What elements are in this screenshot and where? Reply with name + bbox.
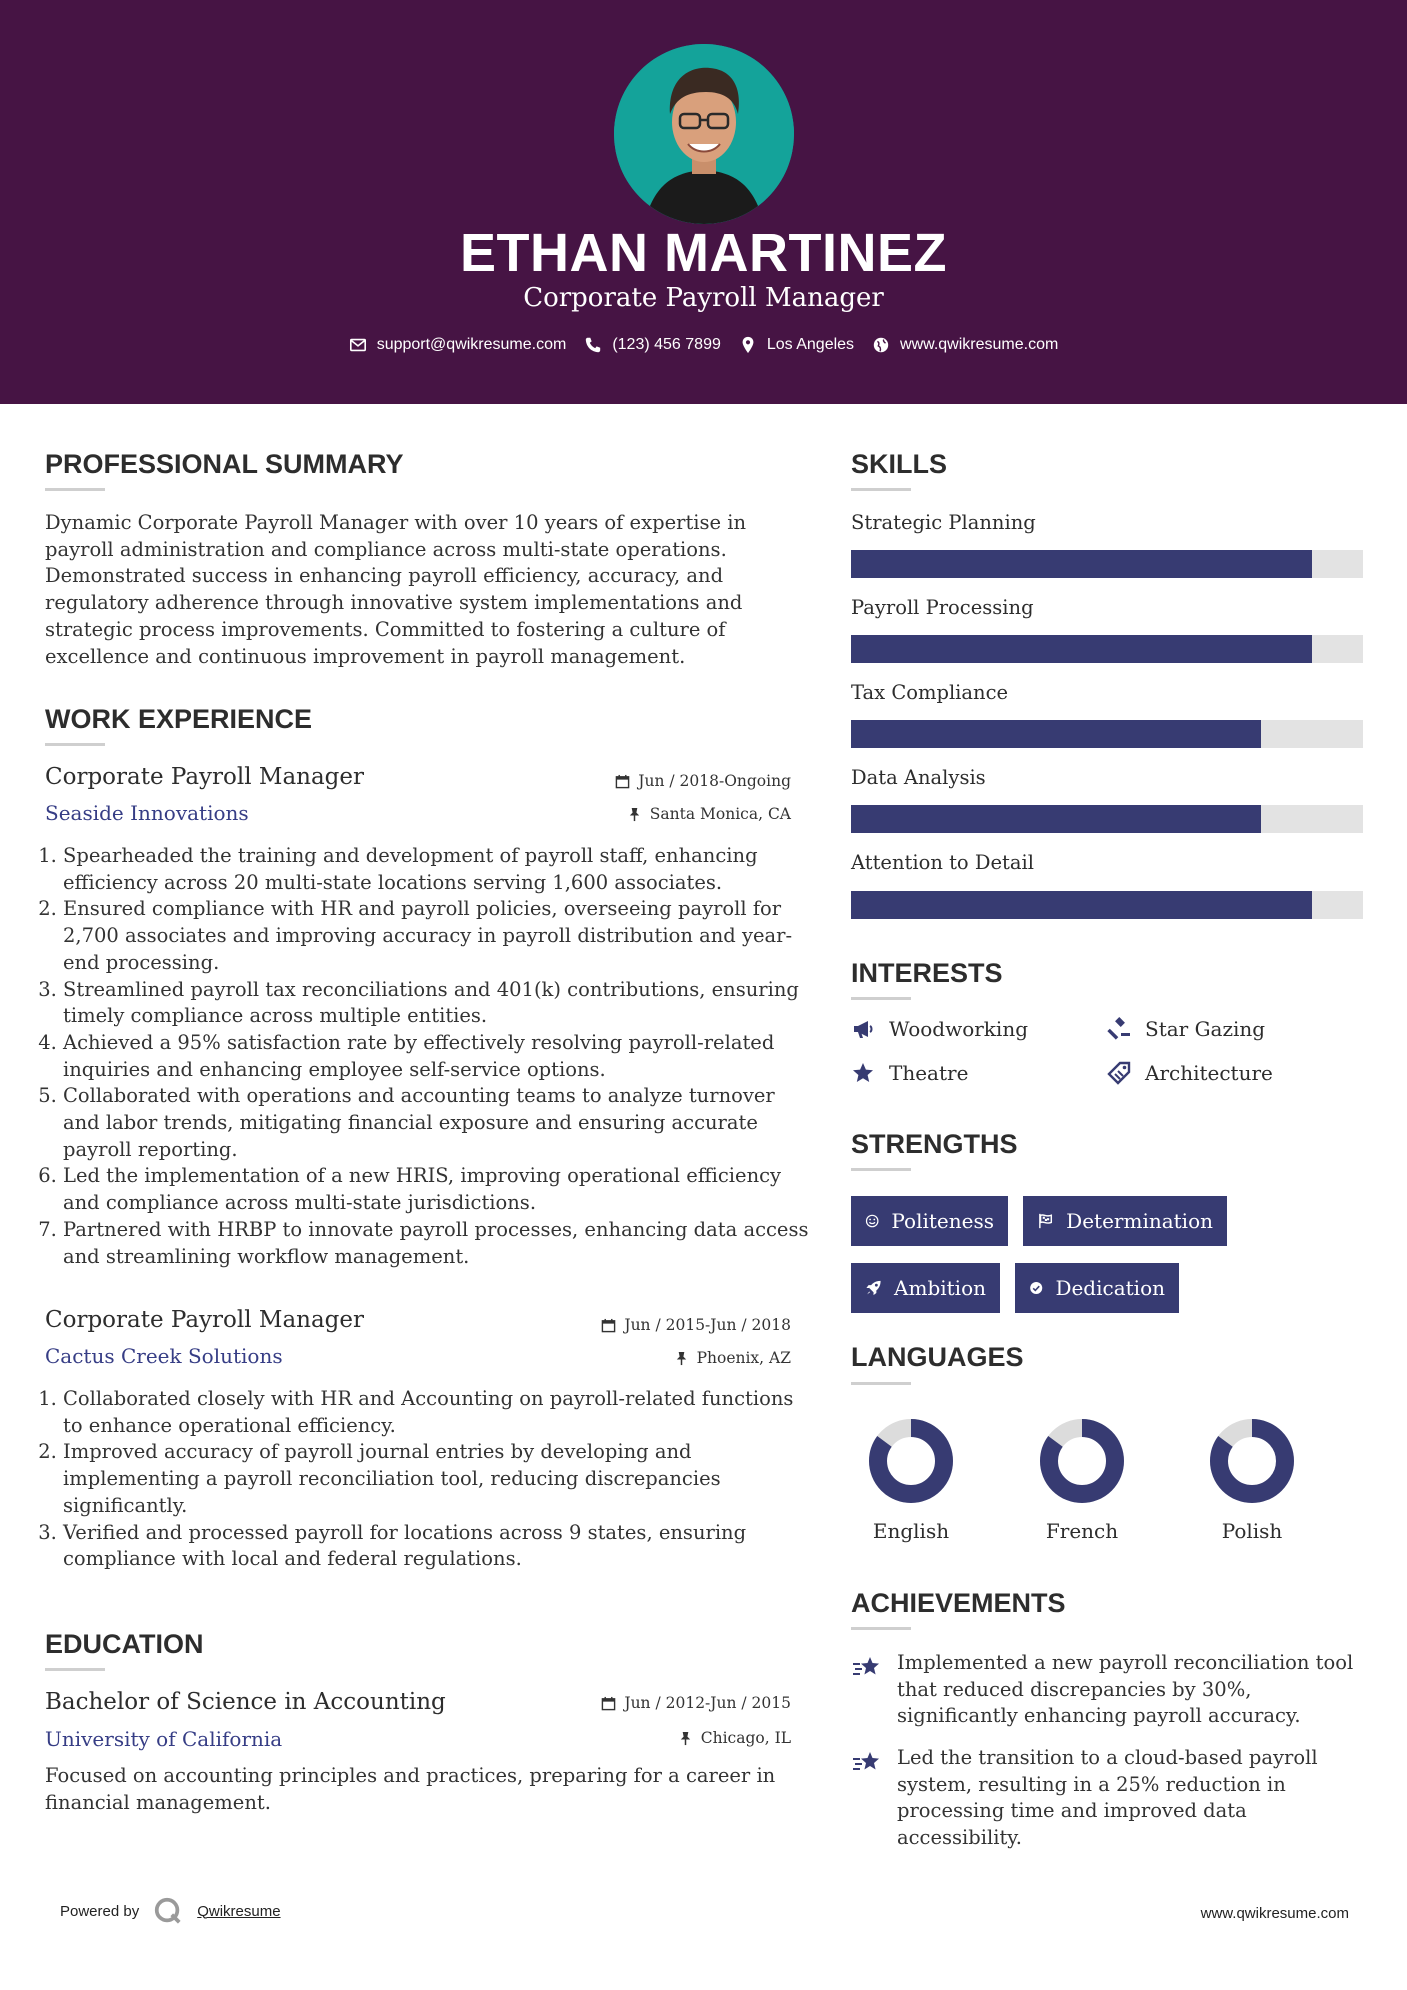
calendar-icon	[615, 774, 630, 789]
job-duties-list	[45, 1386, 815, 1573]
skill-bar-fill	[851, 635, 1312, 663]
language-item	[861, 1417, 961, 1543]
achievement-text: Implemented a new payroll reconciliation tool that reduced discrepancies by 30%, significantly enhancing payroll accuracy.	[897, 1651, 1354, 1728]
summary-text: Dynamic Corporate Payroll Manager with over 10 years of expertise in payroll administration and compliance across multi-state operations. Demonstrated success in enhancing payroll efficiency, accuracy, and regulatory adherence through innovative system implementations and strategic process improvements. Committed to fostering a culture of excellence and continuous improvement in payroll management.	[45, 511, 747, 668]
shooting-star-icon	[851, 1652, 883, 1684]
map-pin-icon	[739, 336, 757, 354]
language-item	[1032, 1417, 1132, 1543]
contact-bar	[0, 336, 1407, 354]
job-duties-list	[45, 843, 815, 1270]
qwikresume-logo-icon	[153, 1896, 183, 1926]
achievement-text: Led the transition to a cloud-based payroll system, resulting in a 25% reduction in processing time and improved data accessibility.	[897, 1746, 1318, 1850]
strength-label: Politeness	[891, 1209, 994, 1233]
experience-heading: WORK EXPERIENCE	[45, 704, 313, 734]
pushpin-icon	[627, 807, 642, 822]
strength-label: Dedication	[1055, 1276, 1165, 1300]
powered-by	[60, 1896, 281, 1926]
skills-divider	[851, 488, 911, 491]
interests-heading: INTERESTS	[851, 958, 1003, 988]
tag-icon	[1107, 1061, 1131, 1085]
skill-bar-fill	[851, 720, 1261, 748]
skill-bar	[851, 805, 1363, 833]
pushpin-icon	[674, 1351, 689, 1366]
skill-label: Strategic Planning	[851, 511, 1036, 534]
language-label: English	[872, 1519, 950, 1543]
skill-label: Attention to Detail	[851, 851, 1034, 874]
qwikresume-link[interactable]: Qwikresume	[197, 1902, 281, 1920]
strength-chip	[1023, 1196, 1227, 1246]
school-name: University of California	[45, 1727, 283, 1751]
job-dates	[500, 1316, 791, 1334]
envelope-icon	[349, 336, 367, 354]
job-title: Corporate Payroll Manager	[45, 1307, 365, 1333]
strength-chip	[851, 1263, 1000, 1313]
summary-heading: PROFESSIONAL SUMMARY	[45, 449, 404, 479]
skill-bar-fill	[851, 805, 1261, 833]
contact-website-text: www.qwikresume.com	[900, 336, 1059, 353]
contact-website[interactable]	[872, 336, 1058, 354]
profile-photo	[614, 44, 794, 224]
education-heading: EDUCATION	[45, 1629, 204, 1659]
summary-divider	[45, 488, 105, 491]
language-label: Polish	[1221, 1519, 1283, 1543]
education-dates-text: Jun / 2012-Jun / 2015	[624, 1694, 791, 1712]
contact-email-text: support@qwikresume.com	[376, 336, 567, 353]
interest-label: Architecture	[1145, 1061, 1273, 1085]
strengths-heading: STRENGTHS	[851, 1129, 1018, 1159]
skill-bar	[851, 720, 1363, 748]
languages-divider	[851, 1382, 911, 1385]
calendar-icon	[601, 1696, 616, 1711]
job-location	[500, 805, 791, 823]
list-item: 2. Ensured compliance with HR and payroll policies, overseeing payroll for 2,700 associates and improving accuracy in payroll distribution and year-end processing.	[63, 896, 815, 976]
degree-title: Bachelor of Science in Accounting	[45, 1689, 446, 1715]
interests-divider	[851, 997, 911, 1000]
contact-phone-text: (123) 456 7899	[612, 336, 721, 353]
list-item: 3. Verified and processed payroll for locations across 9 states, ensuring compliance with local and federal regulations.	[63, 1520, 815, 1573]
language-item	[1202, 1417, 1302, 1543]
skill-label: Payroll Processing	[851, 596, 1034, 619]
language-level-ring	[1038, 1417, 1126, 1505]
skill-bar-fill	[851, 550, 1312, 578]
list-item: 1. Spearheaded the training and development of payroll staff, enhancing efficiency across 20 multi-state locations serving 1,600 associates.	[63, 843, 815, 896]
footer-website[interactable]: www.qwikresume.com	[1200, 1905, 1349, 1922]
education-divider	[45, 1668, 105, 1671]
contact-location	[739, 336, 854, 354]
job-dates-text: Jun / 2015-Jun / 2018	[624, 1316, 791, 1334]
list-item: 5. Collaborated with operations and accounting teams to analyze turnover and labor trends, mitigating financial exposure and ensuring accurate payroll reporting.	[63, 1083, 815, 1163]
experience-divider	[45, 743, 105, 746]
contact-email[interactable]	[349, 336, 567, 354]
megaphone-icon	[851, 1017, 875, 1041]
flag-icon	[1037, 1210, 1054, 1232]
interest-item	[1107, 1061, 1273, 1085]
job-title: Corporate Payroll Manager	[45, 764, 365, 790]
shooting-star-icon	[851, 1747, 883, 1779]
globe-icon	[872, 336, 890, 354]
interest-item	[851, 1017, 1028, 1041]
education-location	[500, 1729, 791, 1747]
resume-header	[0, 0, 1407, 404]
job-location	[500, 1349, 791, 1367]
person-illustration	[614, 44, 794, 224]
list-item: 4. Achieved a 95% satisfaction rate by effectively resolving payroll-related inquiries and enhancing employee self-service options.	[63, 1030, 815, 1083]
skills-heading: SKILLS	[851, 449, 948, 479]
check-circle-icon	[1029, 1277, 1043, 1299]
job-location-text: Phoenix, AZ	[696, 1349, 791, 1367]
pushpin-icon	[678, 1731, 693, 1746]
job-dates	[500, 772, 791, 790]
contact-location-text: Los Angeles	[766, 336, 855, 353]
job-dates-text: Jun / 2018-Ongoing	[638, 772, 791, 790]
strengths-divider	[851, 1168, 911, 1171]
list-item: 2. Improved accuracy of payroll journal entries by developing and implementing a payroll reconciliation tool, reducing discrepancies significantly.	[63, 1439, 815, 1519]
achievement-item	[851, 1650, 1371, 1730]
list-item: 1. Collaborated closely with HR and Accounting on payroll-related functions to enhance operational efficiency.	[63, 1386, 815, 1439]
skill-bar	[851, 635, 1363, 663]
list-item: 6. Led the implementation of a new HRIS, improving operational efficiency and compliance across multi-state jurisdictions.	[63, 1163, 815, 1216]
skill-bar-fill	[851, 891, 1312, 919]
skill-bar	[851, 550, 1363, 578]
skill-label: Tax Compliance	[851, 681, 1009, 704]
interest-item	[851, 1061, 968, 1085]
company-name: Cactus Creek Solutions	[45, 1344, 283, 1368]
contact-phone[interactable]	[584, 336, 721, 354]
smile-icon	[865, 1210, 879, 1232]
rocket-icon	[865, 1277, 882, 1299]
company-name: Seaside Innovations	[45, 801, 249, 825]
strength-chip	[1015, 1263, 1179, 1313]
calendar-icon	[601, 1318, 616, 1333]
language-level-ring	[867, 1417, 955, 1505]
education-location-text: Chicago, IL	[700, 1729, 791, 1747]
list-item: 7. Partnered with HRBP to innovate payroll processes, enhancing data access and streamlining workflow management.	[63, 1217, 815, 1270]
achievements-divider	[851, 1627, 911, 1630]
interest-label: Woodworking	[889, 1017, 1029, 1041]
education-text: Focused on accounting principles and practices, preparing for a career in financial management.	[45, 1764, 776, 1814]
phone-icon	[584, 336, 602, 354]
education-dates	[500, 1694, 791, 1712]
star-icon	[851, 1061, 875, 1085]
language-label: French	[1045, 1519, 1119, 1543]
skill-bar	[851, 891, 1363, 919]
gavel-icon	[1107, 1017, 1131, 1041]
candidate-role: Corporate Payroll Manager	[523, 283, 884, 313]
interest-item	[1107, 1017, 1265, 1041]
achievements-heading: ACHIEVEMENTS	[851, 1588, 1066, 1618]
achievement-item	[851, 1745, 1371, 1852]
interest-label: Theatre	[889, 1061, 969, 1085]
candidate-name: ETHAN MARTINEZ	[460, 223, 947, 283]
interest-label: Star Gazing	[1145, 1017, 1266, 1041]
strength-label: Ambition	[894, 1276, 986, 1300]
strength-chip	[851, 1196, 1008, 1246]
languages-heading: LANGUAGES	[851, 1342, 1024, 1372]
strength-label: Determination	[1066, 1209, 1213, 1233]
language-level-ring	[1208, 1417, 1296, 1505]
job-location-text: Santa Monica, CA	[649, 805, 791, 823]
skill-label: Data Analysis	[851, 766, 986, 789]
powered-by-label: Powered by	[60, 1902, 140, 1920]
list-item: 3. Streamlined payroll tax reconciliations and 401(k) contributions, ensuring timely compliance across multiple entities.	[63, 977, 815, 1030]
